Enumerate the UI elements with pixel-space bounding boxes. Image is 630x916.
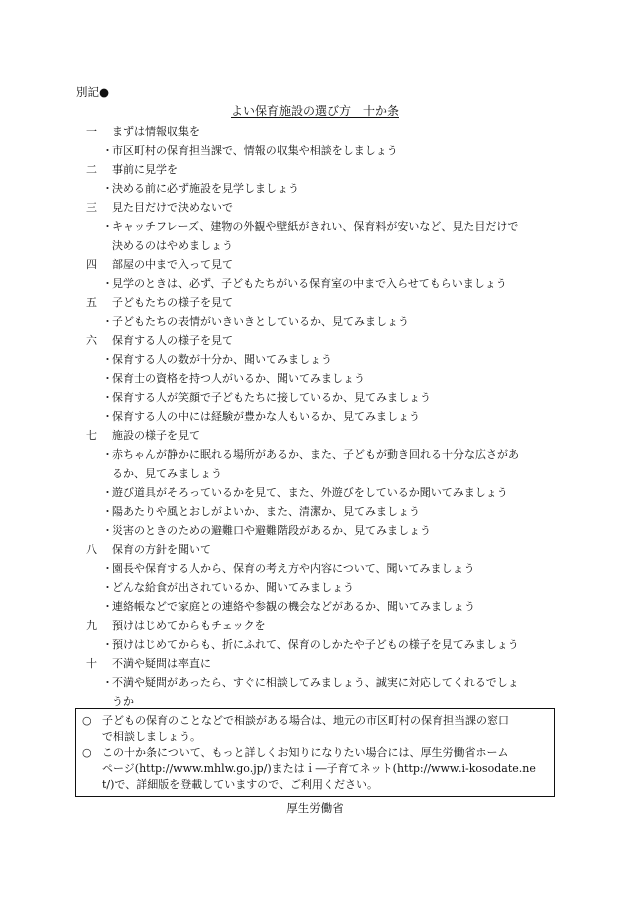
checklist-item-text: 連絡帳などで家庭との連絡や参観の機会などがあるか、聞いてみましょう: [112, 600, 475, 613]
bullet-mark: ・: [102, 676, 113, 689]
bullet-mark: ・: [102, 600, 113, 613]
bullet-mark: ・: [102, 372, 113, 385]
section-heading: [86, 293, 556, 312]
bullet-mark: ・: [102, 144, 113, 157]
bullet-mark: ・: [102, 391, 113, 404]
checklist-item-text: キャッチフレーズ、建物の外観や壁紙がきれい、保育料が安いなど、見た目だけで 決めるのはやめましょう: [112, 220, 519, 252]
checklist-item: [86, 217, 556, 255]
section-number: 六: [86, 334, 97, 347]
section-number: 一: [86, 125, 97, 138]
checklist-item-text: 子どもたちの表情がいきいきとしているか、見てみましょう: [112, 315, 409, 328]
checklist-item: [86, 597, 556, 616]
section-heading-text: 預けはじめてからもチェックを: [112, 619, 266, 632]
checklist-item-text: 園長や保育する人から、保育の考え方や内容について、聞いてみましょう: [112, 562, 475, 575]
section-heading-text: 事前に見学を: [112, 163, 178, 176]
bullet-mark: ・: [102, 562, 113, 575]
section-heading: [86, 331, 556, 350]
section-heading-text: 子どもたちの様子を見て: [112, 296, 233, 309]
document-title-text: よい保育施設の選び方 十か条: [230, 104, 399, 118]
checklist-body: [86, 122, 556, 711]
section-heading: [86, 540, 556, 559]
checklist-item: [86, 141, 556, 160]
checklist-item: [86, 445, 556, 483]
section-number: 三: [86, 201, 97, 214]
section-heading: [86, 122, 556, 141]
bullet-mark: ・: [102, 220, 113, 233]
document-title: [0, 103, 630, 119]
checklist-item: [86, 388, 556, 407]
checklist-item: [86, 521, 556, 540]
note-item: [76, 745, 554, 793]
bullet-mark: ・: [102, 182, 113, 195]
bullet-mark: ・: [102, 524, 113, 537]
section-number: 八: [86, 543, 97, 556]
section-heading: [86, 198, 556, 217]
section-heading-text: 見た目だけで決めないで: [112, 201, 233, 214]
checklist-item-text: 保育士の資格を持つ人がいるか、聞いてみましょう: [112, 372, 365, 385]
checklist-item: [86, 312, 556, 331]
notes-box: [75, 708, 555, 797]
section-heading: [86, 616, 556, 635]
checklist-item-text: どんな給食が出されているか、聞いてみましょう: [112, 581, 354, 594]
bullet-mark: ・: [102, 486, 113, 499]
bullet-mark: ・: [102, 505, 113, 518]
checklist-item: [86, 483, 556, 502]
note-text: 子どもの保育のことなどで相談がある場合は、地元の市区町村の保育担当課の窓口 で相談しましょう。: [102, 714, 509, 743]
checklist-item: [86, 274, 556, 293]
note-item: [76, 713, 554, 745]
section-number: 九: [86, 619, 97, 632]
section-heading-text: 不満や疑問は率直に: [112, 657, 211, 670]
section-number: 七: [86, 429, 97, 442]
checklist-item-text: 保育する人が笑顔で子どもたちに接しているか、見てみましょう: [112, 391, 431, 404]
appendix-label: 別記●: [76, 85, 110, 99]
checklist-item-text: 陽あたりや風とおしがよいか、また、清潔か、見てみましょう: [112, 505, 420, 518]
section-heading-text: 保育の方針を聞いて: [112, 543, 211, 556]
section-heading: [86, 654, 556, 673]
section-number: 四: [86, 258, 97, 271]
checklist-item: [86, 502, 556, 521]
checklist-item: [86, 559, 556, 578]
section-number: 五: [86, 296, 97, 309]
checklist-item: [86, 578, 556, 597]
checklist-item-text: 災害のときのための避難口や避難階段があるか、見てみましょう: [112, 524, 431, 537]
bullet-mark: ・: [102, 581, 113, 594]
note-text: この十か条について、もっと詳しくお知りになりたい場合には、厚生労働省ホーム ページ(http://www.mhlw.go.jp/)またはｉ―子育てネット(http://www.i-kosodate.ne t/)で、詳細版を登載していますので、ご利用ください。: [102, 746, 536, 791]
section-heading: [86, 255, 556, 274]
bullet-mark: ・: [102, 638, 113, 651]
checklist-item-text: 市区町村の保育担当課で、情報の収集や相談をしましょう: [112, 144, 398, 157]
checklist-item-text: 赤ちゃんが静かに眠れる場所があるか、また、子どもが動き回れる十分な広さがあ るか、見てみましょう: [112, 448, 519, 480]
note-circle-mark: ○: [82, 714, 92, 727]
section-heading: [86, 426, 556, 445]
section-heading-text: 施設の様子を見て: [112, 429, 200, 442]
checklist-item-text: 遊び道具がそろっているかを見て、また、外遊びをしているか聞いてみましょう: [112, 486, 508, 499]
bullet-mark: ・: [102, 410, 113, 423]
section-heading-text: まずは情報収集を: [112, 125, 200, 138]
bullet-mark: ・: [102, 448, 113, 461]
checklist-item-text: 見学のときは、必ず、子どもたちがいる保育室の中まで入らせてもらいましょう: [112, 277, 507, 290]
bullet-mark: ・: [102, 353, 113, 366]
checklist-item-text: 保育する人の数が十分か、聞いてみましょう: [112, 353, 332, 366]
issuer-name: 厚生労働省: [286, 801, 344, 815]
checklist-item: [86, 369, 556, 388]
note-circle-mark: ○: [82, 746, 92, 759]
section-number: 十: [86, 657, 97, 670]
checklist-item-text: 決める前に必ず施設を見学しましょう: [112, 182, 299, 195]
section-heading-text: 保育する人の様子を見て: [112, 334, 233, 347]
bullet-mark: ・: [102, 315, 113, 328]
checklist-item: [86, 350, 556, 369]
section-heading: [86, 160, 556, 179]
section-heading-text: 部屋の中まで入って見て: [112, 258, 233, 271]
checklist-item-text: 預けはじめてからも、折にふれて、保育のしかたや子どもの様子を見てみましょう: [112, 638, 519, 651]
section-number: 二: [86, 163, 97, 176]
checklist-item-text: 不満や疑問があったら、すぐに相談してみましょう、誠実に対応してくれるでしょ うか: [112, 676, 519, 708]
checklist-item: [86, 673, 556, 711]
checklist-item: [86, 407, 556, 426]
checklist-item-text: 保育する人の中には経験が豊かな人もいるか、見てみましょう: [112, 410, 420, 423]
checklist-item: [86, 179, 556, 198]
checklist-item: [86, 635, 556, 654]
bullet-mark: ・: [102, 277, 113, 290]
